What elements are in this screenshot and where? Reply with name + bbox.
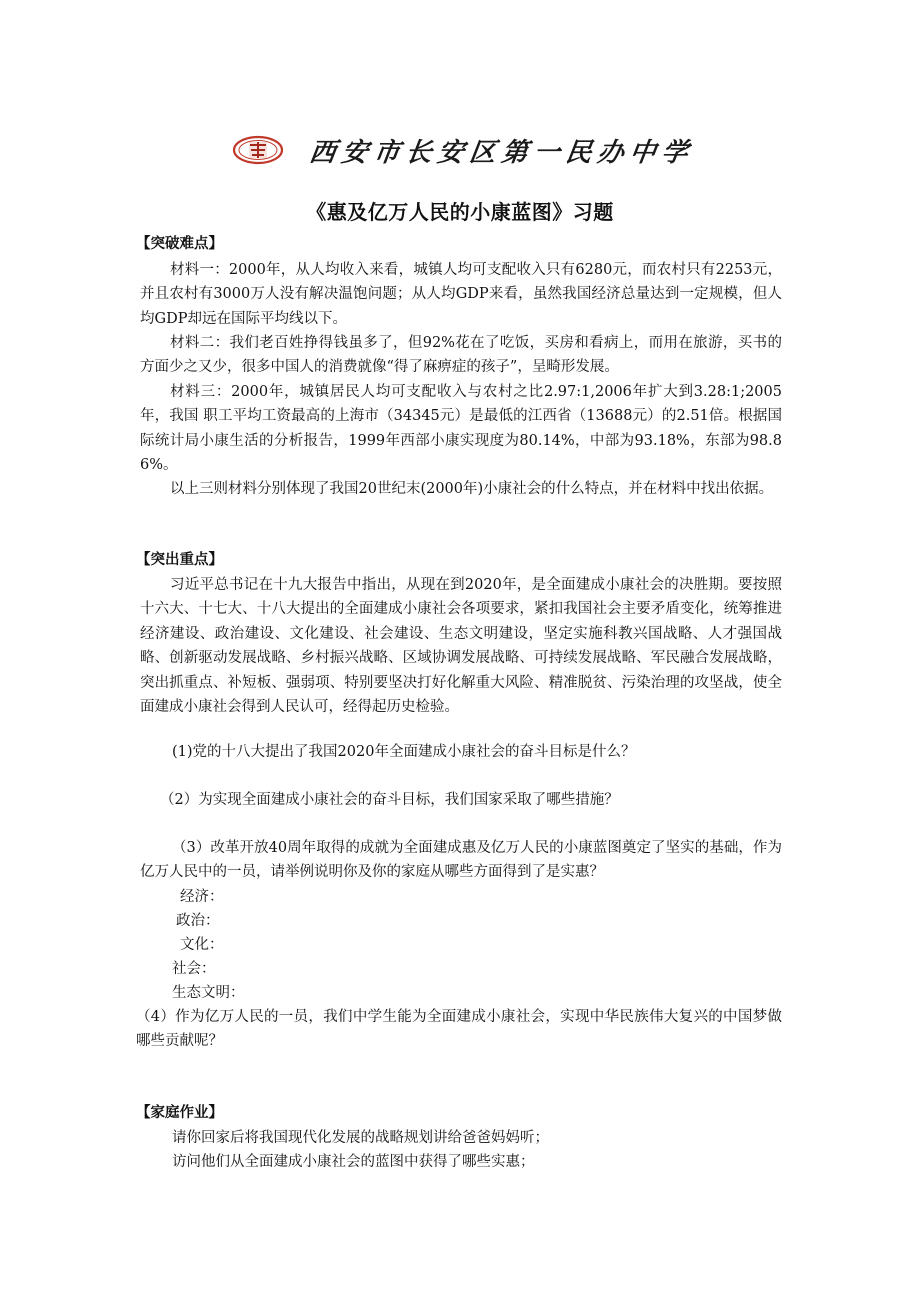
school-header [232,133,694,167]
answer-society-label: 社会： [172,961,216,977]
section-heading-difficulty: 【突破难点】 [136,236,223,252]
material-three: 材料三：2000年，城镇居民人均可支配收入与农村之比2.97:1,2006年扩大到3.28:1;2005年，我国 职工平均工资最高的上海市（34345元）是最低的江西省（13688元）的2.51倍。根据国际统计局小康生活的分析报告，1999年西部小康实现度为80.14%，中部为93.18%，东部为98.86%。 [140,384,782,474]
school-seal-logo [232,135,284,165]
answer-politics-label: 政治： [176,913,220,929]
homework-line-1: 请你回家后将我国现代化发展的战略规划讲给爸爸妈妈听； [172,1130,549,1146]
section-heading-focus: 【突出重点】 [136,552,223,568]
material-one: 材料一：2000年，从人均收入来看，城镇人均可支配收入只有6280元，而农村只有2253元，并且农村有3000万人没有解决温饱问题；从人均GDP来看，虽然我国经济总量达到一定规模，但人均GDP却远在国际平均线以下。 [140,262,782,327]
school-name: 西安市长安区第一民办中学 [307,137,696,168]
question-3: （3）改革开放40周年取得的成就为全面建成惠及亿万人民的小康蓝图奠定了坚实的基础，作为亿万人民中的一员，请举例说明你及你的家庭从哪些方面得到了是实惠？ [140,840,782,881]
answer-economy-label: 经济： [180,889,224,905]
section-heading-homework: 【家庭作业】 [136,1105,223,1121]
focus-intro: 习近平总书记在十九大报告中指出，从现在到2020年，是全面建成小康社会的决胜期。要按照十六大、十七大、十八大提出的全面建成小康社会各项要求，紧扣我国社会主要矛盾变化，统筹推进经济建设、政治建设、文化建设、社会建设、生态文明建设，坚定实施科教兴国战略、人才强国战略、创新驱动发展战略、乡村振兴战略、区域协调发展战略、可持续发展战略、军民融合发展战略，突出抓重点、补短板、强弱项、特别要坚决打好化解重大风险、精准脱贫、污染治理的攻坚战，使全面建成小康社会得到人民认可，经得起历史检验。 [140,577,782,716]
answer-ecology-label: 生态文明： [172,985,245,1001]
page-title: 《惠及亿万人民的小康蓝图》习题 [306,200,614,224]
question-4: （4）作为亿万人民的一员，我们中学生能为全面建成小康社会，实现中华民族伟大复兴的中国梦做哪些贡献呢？ [136,1009,782,1050]
homework-line-2: 访问他们从全面建成小康社会的蓝图中获得了哪些实惠； [172,1154,535,1170]
question-1: (1)党的十八大提出了我国2020年全面建成小康社会的奋斗目标是什么？ [172,744,636,760]
material-two: 材料二：我们老百姓挣得钱虽多了，但92%花在了吃饭，买房和看病上，而用在旅游，买书的方面少之又少，很多中国人的消费就像“得了麻痹症的孩子”，呈畸形发展。 [140,335,782,376]
question-2: （2）为实现全面建成小康社会的奋斗目标，我们国家采取了哪些措施？ [160,792,619,808]
answer-culture-label: 文化： [180,937,224,953]
difficulty-question: 以上三则材料分别体现了我国20世纪末(2000年)小康社会的什么特点，并在材料中找出依据。 [170,481,774,497]
